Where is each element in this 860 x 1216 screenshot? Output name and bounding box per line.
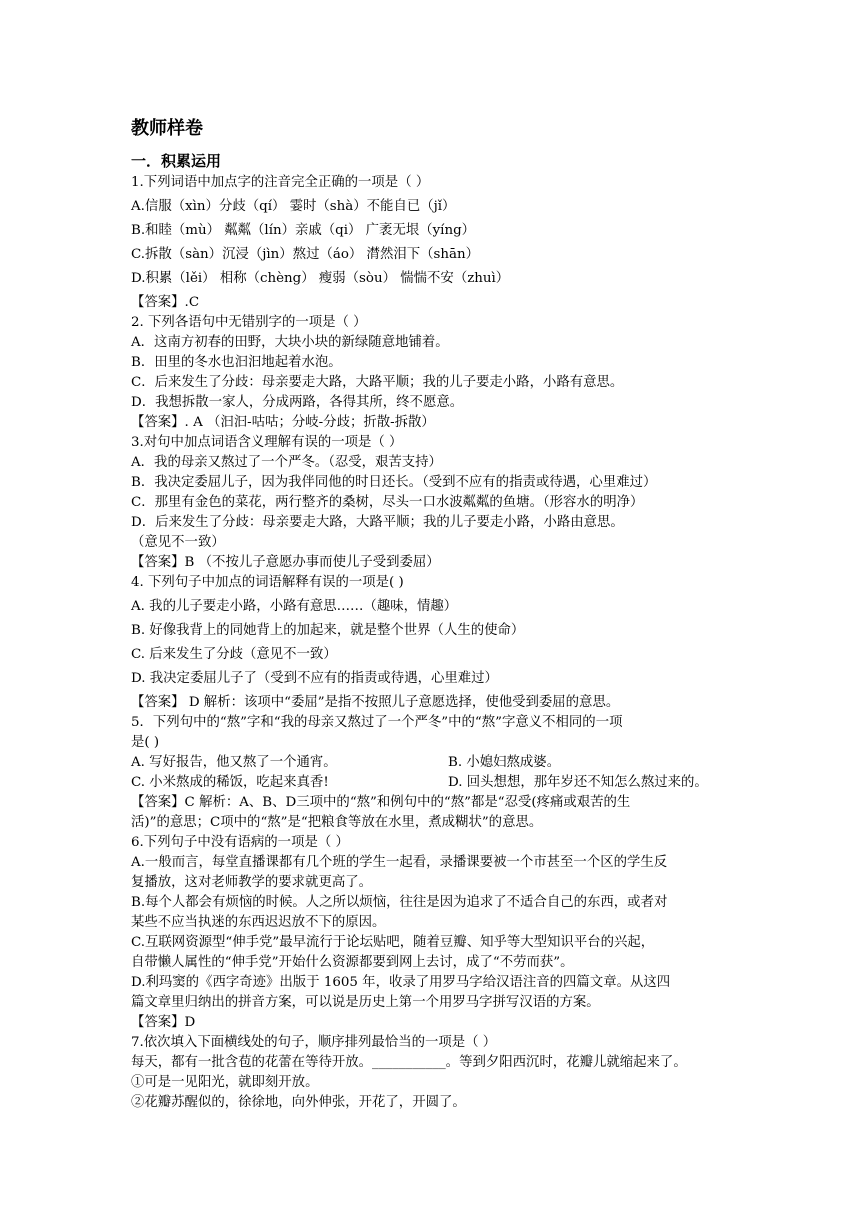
question-3-option-a: A．我的母亲又熬过了一个严冬。（忍受，艰苦支持） xyxy=(131,455,442,470)
section-heading: 一．积累运用 xyxy=(131,152,222,170)
question-5-stem-cont: 是( ) xyxy=(131,735,160,750)
question-6-option-c: C.互联网资源型“伸手党”最早流行于论坛贴吧，随着豆瓣、知乎等大型知识平台的兴起， xyxy=(131,935,655,950)
question-3-option-c: C．那里有金色的菜花，两行整齐的桑树，尽头一口水波粼粼的鱼塘。（形容水的明净） xyxy=(131,495,644,510)
question-7-stem: 7.依次填入下面横线处的句子，顺序排列最恰当的一项是（ ） xyxy=(131,1035,497,1050)
question-3-option-d-cont: （意见不一致） xyxy=(131,535,225,550)
question-5-option-b: B. 小媳妇熬成婆。 xyxy=(448,755,561,770)
page-title: 教师样卷 xyxy=(131,118,203,139)
question-1-option-a: A.信服（xìn）分歧（qí） 霎时（shà）不能自已（jǐ） xyxy=(131,199,456,214)
question-2-answer: 【答案】. A （汩汩-咕咕；分岐-分歧；折散-拆散） xyxy=(131,415,435,430)
question-6-option-a: A.一般而言，每堂直播课都有几个班的学生一起看，录播课要被一个市甚至一个区的学生反 xyxy=(131,855,668,870)
question-6-option-a-cont: 复播放，这对老师教学的要求就更高了。 xyxy=(131,875,373,890)
question-6-answer: 【答案】D xyxy=(131,1015,196,1030)
question-2-option-a: A．这南方初春的田野，大块小块的新绿随意地铺着。 xyxy=(131,335,449,350)
question-6-option-d-cont: 篇文章里归纳出的拼音方案，可以说是历史上第一个用罗马字拼写汉语的方案。 xyxy=(131,995,600,1010)
question-5-answer: 【答案】C 解析：A、B、D三项中的“熬”和例句中的“熬”都是“忍受(疼痛或艰苦的生 xyxy=(131,795,631,810)
question-3-option-d: D．后来发生了分歧：母亲要走大路，大路平顺；我的儿子要走小路，小路由意思。 xyxy=(131,515,624,530)
question-1-option-d: D.积累（lěi） 相称（chèng） 瘦弱（sòu） 惴惴不安（zhuì） xyxy=(131,271,510,286)
question-4-option-a: A. 我的儿子要走小路，小路有意思……（趣味，情趣） xyxy=(131,599,458,614)
question-4-answer: 【答案】 D 解析：该项中“委屈”是指不按照儿子意愿选择，使他受到委屈的意思。 xyxy=(131,695,620,710)
question-7-item-1: ①可是一见阳光，就即刻开放。 xyxy=(131,1075,319,1090)
question-6-option-d: D.利玛窦的《西字奇迹》出版于 1605 年，收录了用罗马字给汉语注音的四篇文章。从这四 xyxy=(131,975,671,990)
question-5-option-c: C. 小米熬成的稀饭，吃起来真香! xyxy=(131,775,329,790)
question-5-answer-cont: 活)”的意思；C项中的“熬”是“把粮食等放在水里，煮成糊状”的意思。 xyxy=(131,815,543,830)
question-3-option-b: B．我决定委屈儿子，因为我伴同他的时日还长。（受到不应有的指责或待遇，心里难过） xyxy=(131,475,657,490)
question-5-option-a: A. 写好报告，他又熬了一个通宵。 xyxy=(131,755,337,770)
question-6-option-b: B.每个人都会有烦恼的时候。人之所以烦恼，往往是因为追求了不适合自己的东西，或者对 xyxy=(131,895,668,910)
question-5-option-d: D. 回头想想，那年岁还不知怎么熬过来的。 xyxy=(448,775,708,790)
question-1-answer: 【答案】.C xyxy=(131,295,200,310)
question-1-option-c: C.拆散（sàn）沉浸（jìn）熬过（áo） 潸然泪下（shān） xyxy=(131,247,479,262)
question-6-stem: 6.下列句子中没有语病的一项是（ ） xyxy=(131,835,349,850)
question-2-stem: 2. 下列各语句中无错别字的一项是（ ） xyxy=(131,315,367,330)
question-3-answer: 【答案】B （不按儿子意愿办事而使儿子受到委屈） xyxy=(131,555,440,570)
question-2-option-d: D．我想拆散一家人，分成两路，各得其所，终不愿意。 xyxy=(131,395,464,410)
question-2-option-c: C．后来发生了分歧：母亲要走大路，大路平顺；我的儿子要走小路，小路有意思。 xyxy=(131,375,624,390)
question-5-stem: 5．下列句中的“熬”字和“我的母亲又熬过了一个严冬”中的“熬”字意义不相同的一项 xyxy=(131,715,623,730)
question-7-passage: 每天，都有一批含苞的花蕾在等待开放。___________。等到夕阳西沉时，花瓣儿就缩起来了。 xyxy=(131,1055,687,1070)
question-3-stem: 3.对句中加点词语含义理解有误的一项是（ ） xyxy=(131,435,403,450)
question-7-item-2: ②花瓣苏醒似的，徐徐地，向外伸张，开花了，开圆了。 xyxy=(131,1095,466,1110)
question-6-option-b-cont: 某些不应当执迷的东西迟迟放不下的原因。 xyxy=(131,915,386,930)
question-4-stem: 4. 下列句子中加点的词语解释有误的一项是( ) xyxy=(131,575,404,590)
question-6-option-c-cont: 自带懒人属性的“伸手党”开始什么资源都要到网上去讨，成了“不劳而获”。 xyxy=(131,955,574,970)
question-1-stem: 1.下列词语中加点字的注音完全正确的一项是（ ） xyxy=(131,175,430,190)
question-4-option-c: C. 后来发生了分歧（意见不一致） xyxy=(131,647,337,662)
question-2-option-b: B．田里的冬水也汩汩地起着水泡。 xyxy=(131,355,342,370)
question-4-option-b: B. 好像我背上的同她背上的加起来，就是整个世界（人生的使命） xyxy=(131,623,525,638)
question-1-option-b: B.和睦（mù） 粼粼（lín）亲戚（qi） 广袤无垠（yíng） xyxy=(131,223,476,238)
question-4-option-d: D. 我决定委屈儿子了（受到不应有的指责或待遇，心里难过） xyxy=(131,671,498,686)
